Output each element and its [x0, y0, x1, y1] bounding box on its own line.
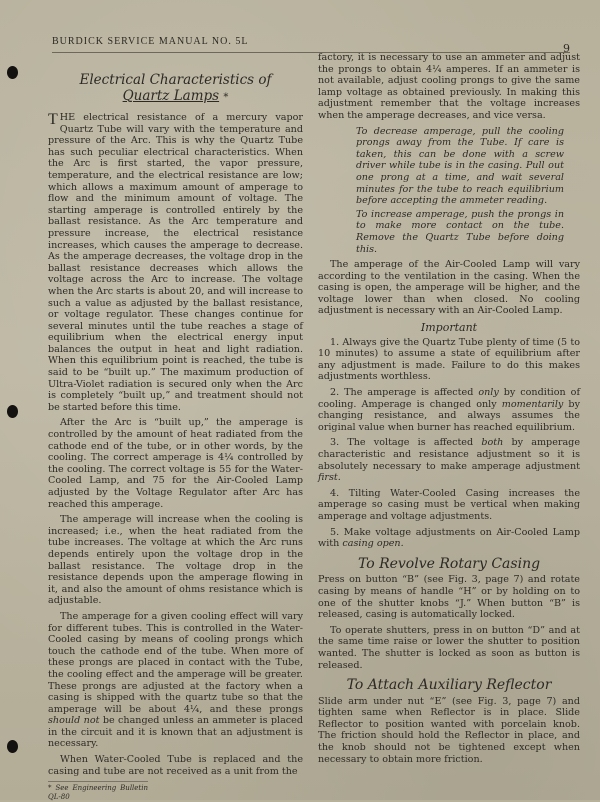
page-number: 9 [563, 42, 570, 55]
manual-title: BURDICK SERVICE MANUAL NO. 5L [52, 36, 249, 47]
important-item: 3. The voltage is affected both by amperage characteristic and resistance adjustment so it is absolutely necessary to make amperage adjustment first. [318, 437, 581, 484]
binder-hole-bottom [7, 740, 18, 753]
paragraph: When Water-Cooled Tube is replaced and the casing and tube are not received as a unit from the [48, 754, 303, 777]
important-item: 4. Tilting Water-Cooled Casing increases the amperage so casing must be vertical when making amperage and voltage adjustments. [318, 487, 580, 522]
left-column [48, 72, 303, 802]
section-heading-revolve-casing: To Revolve Rotary Casing [357, 555, 541, 572]
drop-cap: T [48, 111, 58, 128]
amperage-instructions [356, 126, 564, 256]
important-item: 2. The amperage is affected only by condition of cooling. Amperage is changed only momentarily by changing resistance, and always assumes the original value when burner has reached equilibrium. [318, 387, 581, 433]
right-column [318, 52, 580, 769]
important-item: 5. Make voltage adjustments on Air-Cooled Lamp with casing open. [318, 526, 580, 550]
instruction-increase: To increase amperage, push the prongs in to make more contact on the tube. Remove the Quartz Tube before doing this. [356, 208, 564, 255]
heading-line-2: Quartz Lamps [122, 88, 220, 104]
important-heading: Important [420, 321, 478, 335]
paragraph: The amperage for a given cooling effect will vary for different tubes. This is controlled in the Water-Cooled casing by means of cooling prongs which touch the cathode end of the tube. When more of these prongs are placed in contact with the Tube, the cooling effect and the amperage will be greater. These prongs are adjusted at the factory when a casing is shipped with the quartz tube so that the amperage will be about 4¼, and these prongs should not be changed unless an ammeter is placed in the circuit and it is known that an adjustment is necessary. [48, 610, 303, 750]
paragraph: After the Arc is “built up,” the amperage is controlled by the amount of heat radiated from the cathode end of the tube, or in other words, by the cooling. The correct amperage is 4¼ controlled by the cooling. The correct voltage is 55 for the Water-Cooled Lamp, and 75 for the Air-Cooled Lamp adjusted by the Voltage Regulator after Arc has reached this amperage. [48, 417, 303, 510]
paragraph: To operate shutters, press in on button “D” and at the same time raise or lower the shutter to position wanted. The shutter is locked as soon as button is released. [318, 624, 580, 671]
paragraph: THE electrical resistance of a mercury vapor Quartz Tube will vary with the temperature and pressure of the Arc. This is why the Quartz Tube has such peculiar electrical characteristics. When the Arc is first started, the vapor pressure, temperature, and the electrical resistance are low; which allows a maximum amount of amperage to flow and the minimum amount of voltage. The starting amperage is controlled entirely by the ballast resistance. As the Arc temperature and pressure increase, the electrical resistance increases, which causes the amperage to decrease. As the amperage decreases, the voltage drop in the ballast resistance decreases which allows the voltage across the Arc to increase. The voltage when the Arc starts is about 20, and will increase to such a value as adjusted by the ballast resistance, or voltage regulator. These changes continue for several minutes until the tube reaches a stage of equilibrium when the electrical energy input balances the output in heat and light radiation. When this equilibrium point is reached, the tube is said to be “built up.” The maximum production of Ultra-Violet radiation is secured only when the Arc is completely “built up,” and treatment should not be started before this time. [48, 111, 303, 413]
section-heading-electrical-characteristics [48, 72, 303, 106]
paragraph: The amperage of the Air-Cooled Lamp will vary according to the ventilation in the casing. When the casing is open, the amperage will be higher, and the voltage lower than when closed. No cooling adjustment is necessary with an Air-Cooled Lamp. [318, 259, 580, 317]
binder-hole-middle [7, 405, 18, 418]
section-heading-auxiliary-reflector: To Attach Auxiliary Reflector [346, 677, 552, 694]
heading-line-1: Electrical Characteristics of [79, 72, 272, 88]
instruction-decrease: To decrease amperage, pull the cooling prongs away from the Tube. If care is taken, this can be done with a screw driver while tube is in the casing. Pull out one prong at a time, and wait several minutes for the tube to reach equilibrium before accepting the ammeter reading. [356, 125, 564, 207]
binder-hole-top [7, 66, 18, 79]
page-header [52, 34, 570, 53]
footnote: * See Engineering Bulletin QL-80 [48, 781, 148, 802]
paragraph: The amperage will increase when the cooling is increased; i.e., when the heat radiated from the tube increases. The voltage at which the Arc runs depends entirely upon the voltage drop in the ballast resistance. The voltage drop in the resistance depends upon the amperage flowing in it, and also the amount of ohms resistance which is adjustable. [48, 514, 303, 607]
paragraph: factory, it is necessary to use an ammeter and adjust the prongs to obtain 4¼ amperes. If an ammeter is not available, adjust cooling prongs to give the same lamp voltage as obtained previously. In making this adjustment remember that the voltage increases when the amperage decreases, and vice versa. [318, 52, 580, 121]
important-item: 1. Always give the Quartz Tube plenty of time (5 to 10 minutes) to assume a state of equilibrium after any adjustment is made. Failure to do this makes adjustments worthless. [318, 336, 580, 383]
paragraph: Press on button “B” (see Fig. 3, page 7) and rotate casing by means of handle “H” or by holding on to one of the shutter knobs “J.” When button “B” is released, casing is automatically locked. [318, 574, 580, 621]
heading-footnote-mark: * [223, 92, 229, 103]
paragraph: Slide arm under nut “E” (see Fig. 3, page 7) and tighten same when Reflector is in place. Slide Reflector to position wanted with porcelain knob. The friction should hold the Reflector in place, and the knob should not be tightened except when necessary to obtain more friction. [318, 695, 580, 765]
